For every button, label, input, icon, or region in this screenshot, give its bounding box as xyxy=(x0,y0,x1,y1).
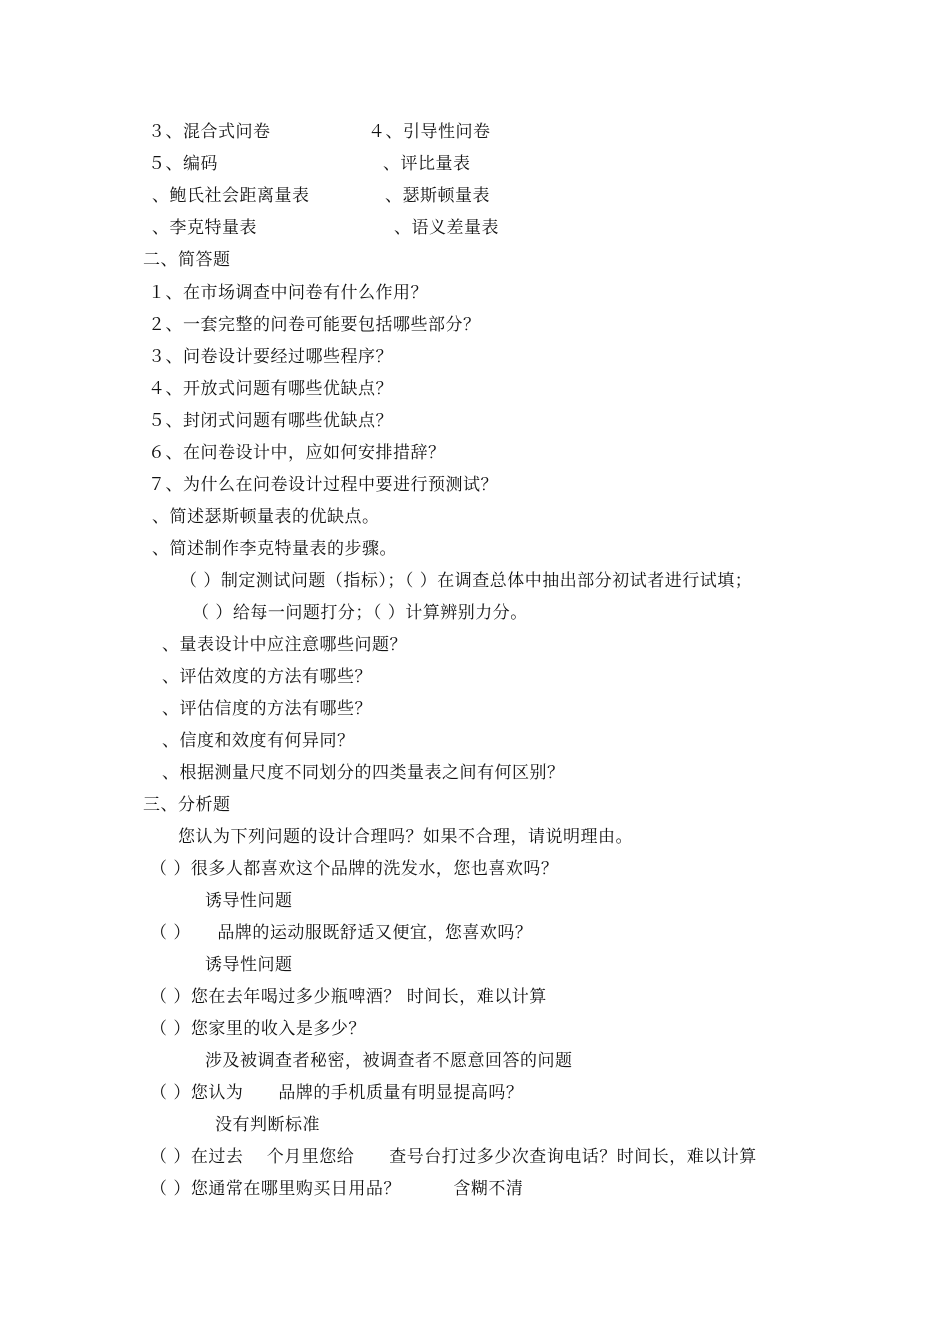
analysis-item-1: （ ）很多人都喜欢这个品牌的洗发水，您也喜欢吗？ xyxy=(150,859,559,879)
analysis-item-5: （ ）您认为 品牌的手机质量有明显提高吗？ xyxy=(150,1083,524,1103)
term-semantic-differential: 、语义差量表 xyxy=(394,218,499,238)
analysis-item-2: （ ） 品牌的运动服既舒适又便宜，您喜欢吗？ xyxy=(150,923,533,943)
analysis-intro: 您认为下列问题的设计合理吗？如果不合理，请说明理由。 xyxy=(178,827,633,847)
analysis-item-7: （ ）您通常在哪里购买日用品？ 含糊不清 xyxy=(150,1179,524,1199)
analysis-item-6: （ ）在过去 个月里您给 查号台打过多少次查询电话？时间长，难以计算 xyxy=(150,1147,757,1167)
question-9: 、简述制作李克特量表的步骤。 xyxy=(152,539,397,559)
question-12: 、评估信度的方法有哪些？ xyxy=(162,699,372,719)
analysis-item-1-answer: 诱导性问题 xyxy=(205,891,293,911)
question-11: 、评估效度的方法有哪些？ xyxy=(162,667,372,687)
section-heading-analysis: 三、分析题 xyxy=(143,795,231,815)
term-mixed-questionnaire: ３、混合式问卷 xyxy=(148,122,271,142)
question-1: １、在市场调查中问卷有什么作用？ xyxy=(148,283,428,303)
question-9-steps-line-2: （ ）给每一问题打分；（ ）计算辨别力分。 xyxy=(192,603,528,623)
term-thurstone-scale: 、瑟斯顿量表 xyxy=(385,186,490,206)
question-8: 、简述瑟斯顿量表的优缺点。 xyxy=(152,507,380,527)
analysis-item-5-answer: 没有判断标准 xyxy=(215,1115,320,1135)
question-10: 、量表设计中应注意哪些问题？ xyxy=(162,635,407,655)
term-leading-questionnaire: ４、引导性问卷 xyxy=(368,122,491,142)
question-14: 、根据测量尺度不同划分的四类量表之间有何区别？ xyxy=(162,763,565,783)
question-5: ５、封闭式问题有哪些优缺点？ xyxy=(148,411,393,431)
question-2: ２、一套完整的问卷可能要包括哪些部分？ xyxy=(148,315,481,335)
term-likert-scale: 、李克特量表 xyxy=(152,218,257,238)
term-coding: ５、编码 xyxy=(148,154,218,174)
analysis-item-3: （ ）您在去年喝过多少瓶啤酒？ 时间长，难以计算 xyxy=(150,987,547,1007)
question-9-steps-line-1: （ ）制定测试问题（指标）；（ ）在调查总体中抽出部分初试者进行试填； xyxy=(180,571,753,591)
question-13: 、信度和效度有何异同？ xyxy=(162,731,355,751)
question-6: ６、在问卷设计中，应如何安排措辞？ xyxy=(148,443,446,463)
term-bogardus-scale: 、鲍氏社会距离量表 xyxy=(152,186,310,206)
question-7: ７、为什么在问卷设计过程中要进行预测试？ xyxy=(148,475,498,495)
section-heading-short-answer: 二、简答题 xyxy=(143,250,231,270)
term-rating-scale: 、评比量表 xyxy=(383,154,471,174)
analysis-item-4: （ ）您家里的收入是多少？ xyxy=(150,1019,366,1039)
question-3: ３、问卷设计要经过哪些程序？ xyxy=(148,347,393,367)
question-4: ４、开放式问题有哪些优缺点？ xyxy=(148,379,393,399)
analysis-item-2-answer: 诱导性问题 xyxy=(205,955,293,975)
analysis-item-4-answer: 涉及被调查者秘密，被调查者不愿意回答的问题 xyxy=(205,1051,573,1071)
